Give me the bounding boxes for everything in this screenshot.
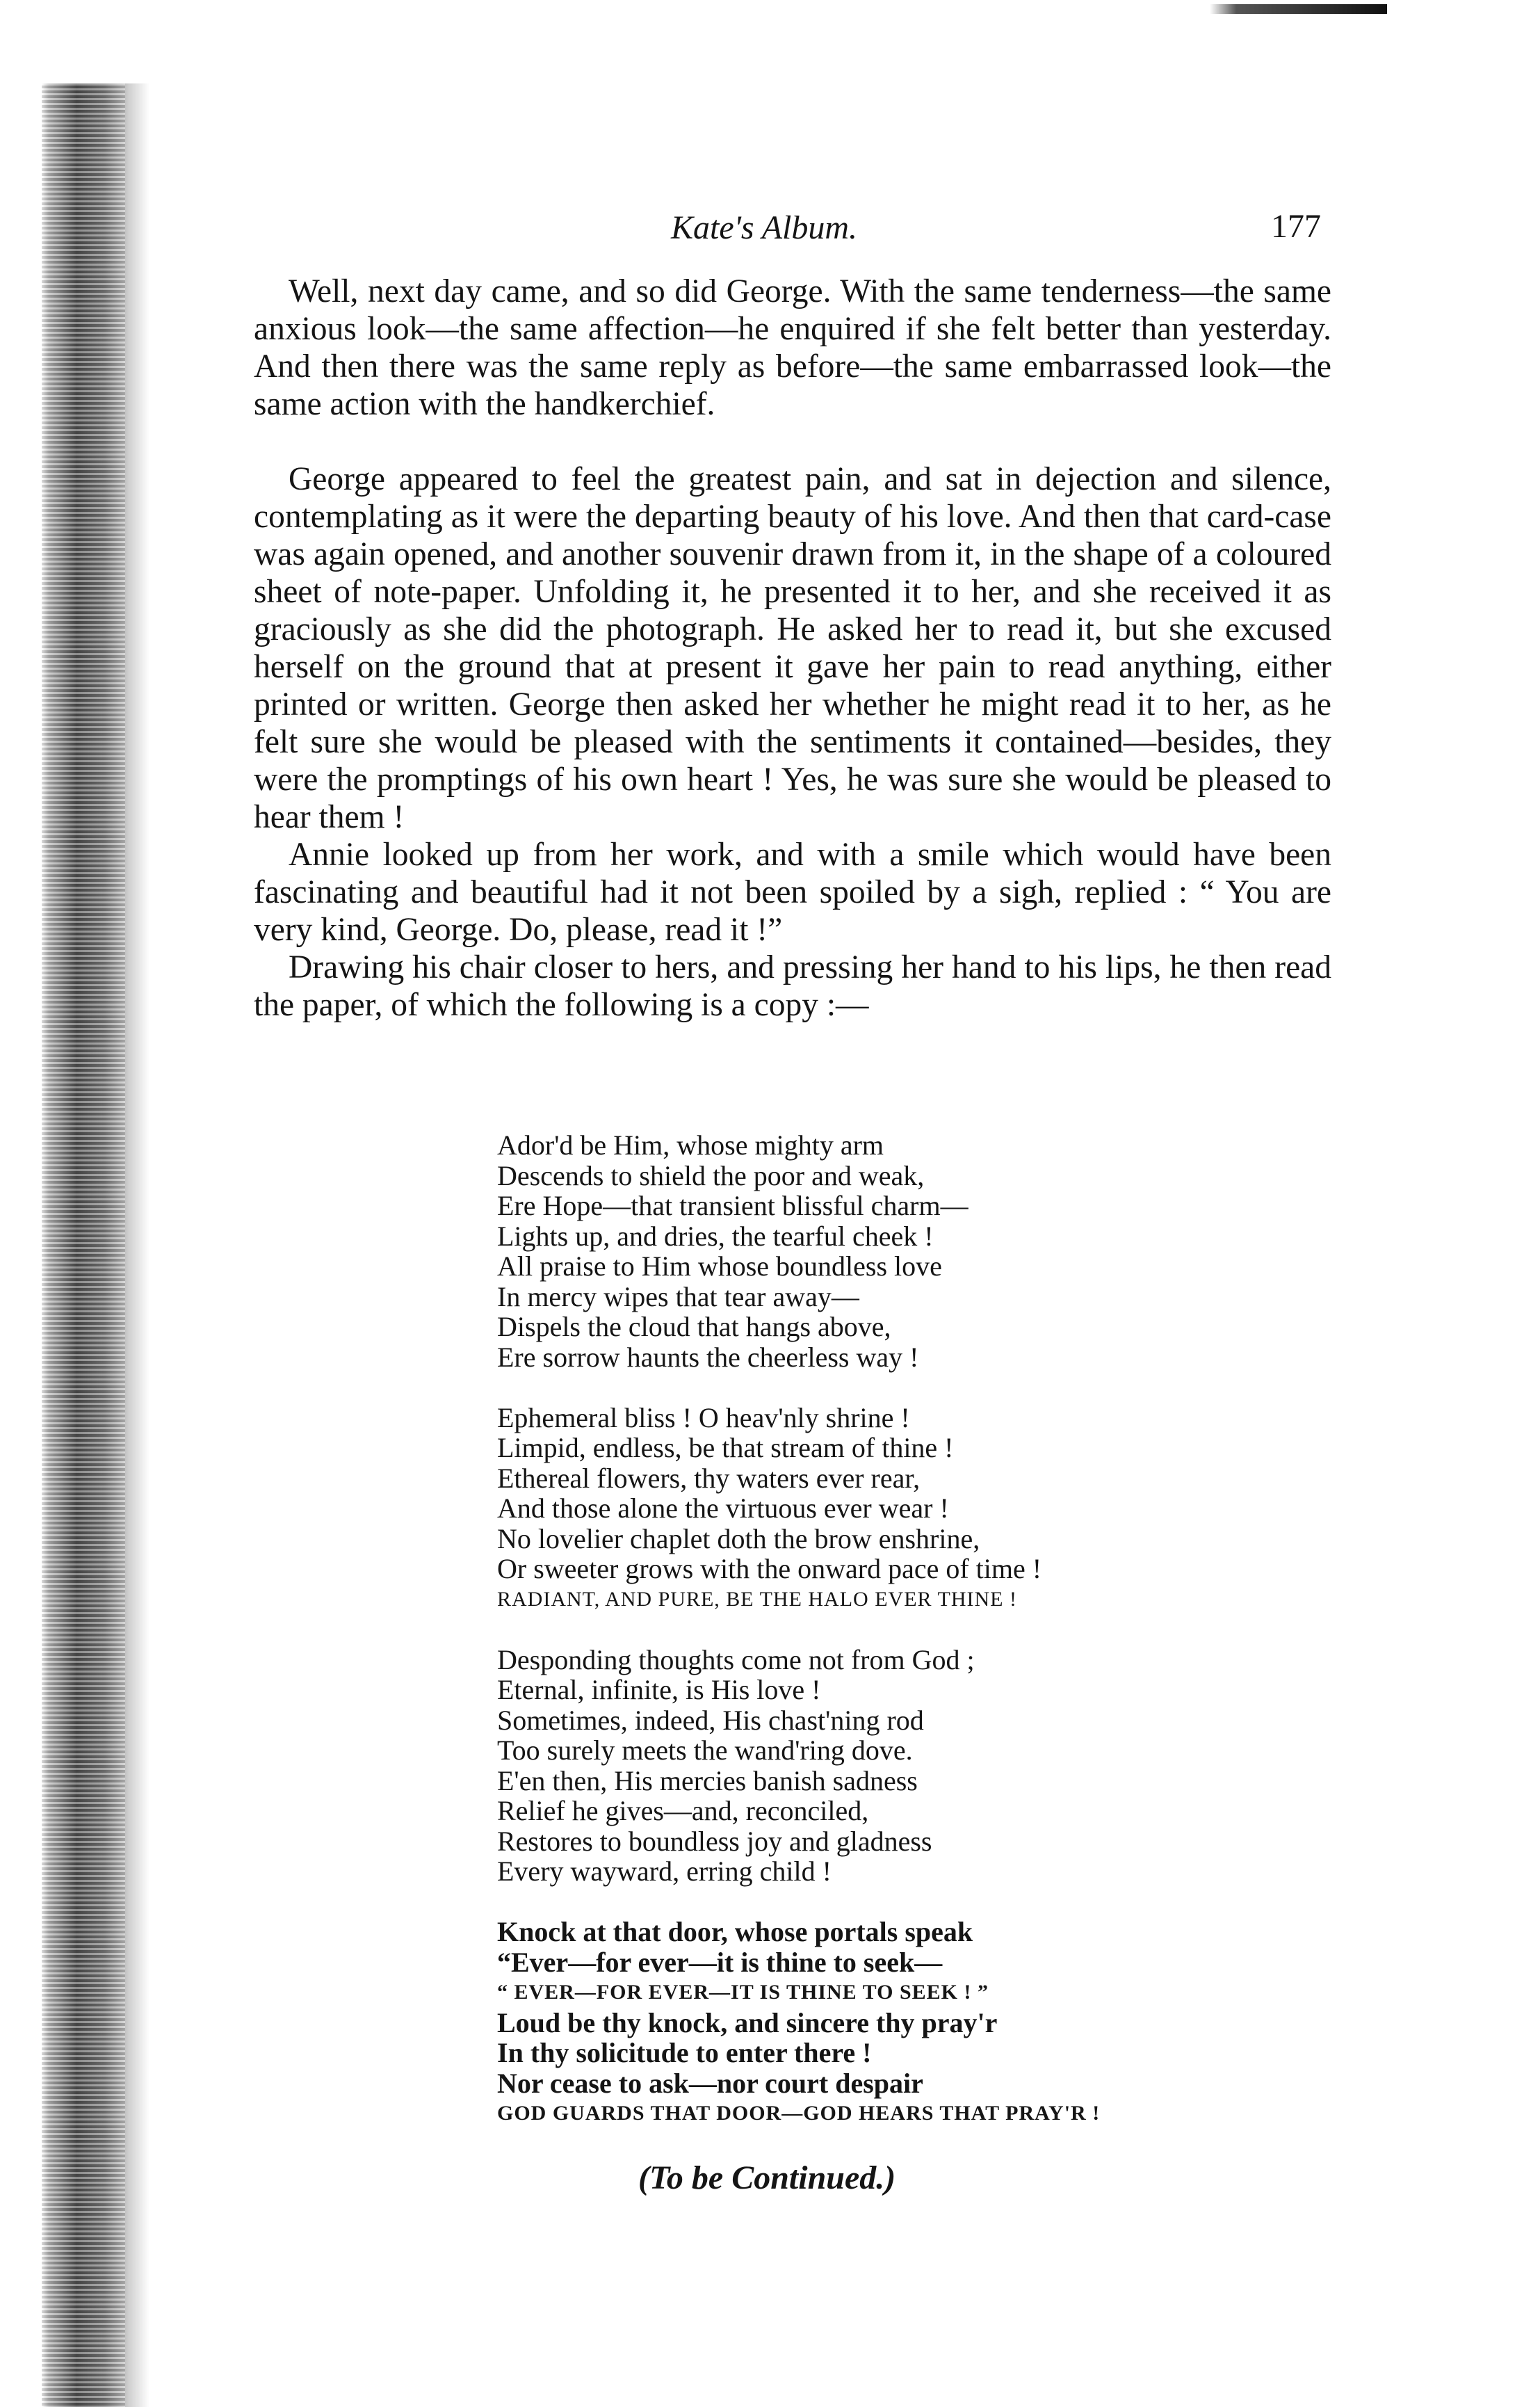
poem-line: Ere Hope—that transient blissful charm— (497, 1190, 968, 1221)
poem-line: “Ever—for ever—it is thine to seek— (497, 1946, 943, 1978)
poem-line: In thy solicitude to enter there ! (497, 2037, 872, 2068)
poem-line: Knock at that door, whose portals speak (497, 1916, 973, 1947)
prose-body (254, 273, 1331, 1024)
top-rule (1210, 4, 1387, 14)
poem-stanza (497, 1403, 1352, 1615)
poem-line: All praise to Him whose boundless love (497, 1250, 942, 1282)
running-title: Kate's Album. (671, 209, 858, 246)
poem-line: No lovelier chaplet doth the brow enshrine, (497, 1522, 980, 1554)
poem-line: RADIANT, AND PURE, BE THE HALO EVER THINE ! (497, 1587, 1017, 1611)
poem-line: E'en then, His mercies banish sadness (497, 1764, 918, 1796)
poem-line: Ador'd be Him, whose mighty arm (497, 1129, 884, 1161)
poem-stanza (497, 1645, 1352, 1887)
poem-line: Every wayward, erring child ! (497, 1855, 832, 1887)
poem-line: Eternal, infinite, is His love ! (497, 1674, 821, 1705)
page-header (254, 203, 1335, 259)
poem-line: Ethereal flowers, thy waters ever rear, (497, 1462, 921, 1494)
poem-line: Relief he gives—and, reconciled, (497, 1795, 869, 1826)
paragraph: Annie looked up from her work, and with a smile which would have been fascinating and beautiful had it not been spoiled by a sigh, replied : “ You are very kind, George. Do, please, read it !” (254, 837, 1331, 948)
poem-line: Ephemeral bliss ! O heav'nly shrine ! (497, 1401, 910, 1433)
page-binding-edge (0, 83, 209, 2407)
poem-line: “ EVER—FOR EVER—IT IS THINE TO SEEK ! ” (497, 1981, 989, 2004)
paragraph: George appeared to feel the greatest pain, and sat in dejection and silence, contemplating as it were the departing beauty of his love. And then that card-case was again opened, and another souvenir drawn from it, in the shape of a coloured sheet of note-paper. Unfolding it, he presented it to her, and she received it as graciously as she did the photograph. He asked her to read it, but she excused herself on the ground that at present it gave her pain to read anything, either printed or written. George then asked her whether he might read it to her, as he felt sure she would be pleased with the sentiments it contained—besides, they were the promptings of his own heart ! Yes, he was sure she would be pleased to hear them ! (254, 461, 1331, 835)
poem-line: Ere sorrow haunts the cheerless way ! (497, 1341, 919, 1373)
poem-line: Nor cease to ask—nor court despair (497, 2067, 923, 2099)
poem-line: And those alone the virtuous ever wear ! (497, 1492, 949, 1524)
poem-line: Or sweeter grows with the onward pace of time ! (497, 1553, 1042, 1584)
poem-stanza (497, 1130, 1352, 1372)
poem-line: Loud be thy knock, and sincere thy pray'r (497, 2006, 998, 2038)
poem-line: Desponding thoughts come not from God ; (497, 1643, 975, 1675)
page-number: 177 (1271, 208, 1321, 245)
poem-line: Lights up, and dries, the tearful cheek ! (497, 1220, 934, 1252)
paragraph: Well, next day came, and so did George. With the same tenderness—the same anxious look—the same affection—he enquired if she felt better than yesterday. And then there was the same reply as before—the same embarrassed look—the same action with the handkerchief. (254, 273, 1331, 422)
poem-line: Restores to boundless joy and gladness (497, 1825, 932, 1857)
to-be-continued: (To be Continued.) (638, 2159, 896, 2196)
poem-line: Limpid, endless, be that stream of thine ! (497, 1432, 954, 1463)
poem-line: Dispels the cloud that hangs above, (497, 1311, 891, 1342)
poem-line: In mercy wipes that tear away— (497, 1280, 859, 1312)
paragraph: Drawing his chair closer to hers, and pressing her hand to his lips, he then read the paper, of which the following is a copy :— (254, 949, 1331, 1023)
poem-line: Too surely meets the wand'ring dove. (497, 1734, 913, 1766)
poem-stanza (497, 1917, 1352, 2129)
poem-line: Sometimes, indeed, His chast'ning rod (497, 1704, 924, 1736)
poem-line: GOD GUARDS THAT DOOR—GOD HEARS THAT PRAY'R ! (497, 2102, 1101, 2125)
poem-line: Descends to shield the poor and weak, (497, 1159, 925, 1191)
poem (497, 1130, 1352, 2159)
